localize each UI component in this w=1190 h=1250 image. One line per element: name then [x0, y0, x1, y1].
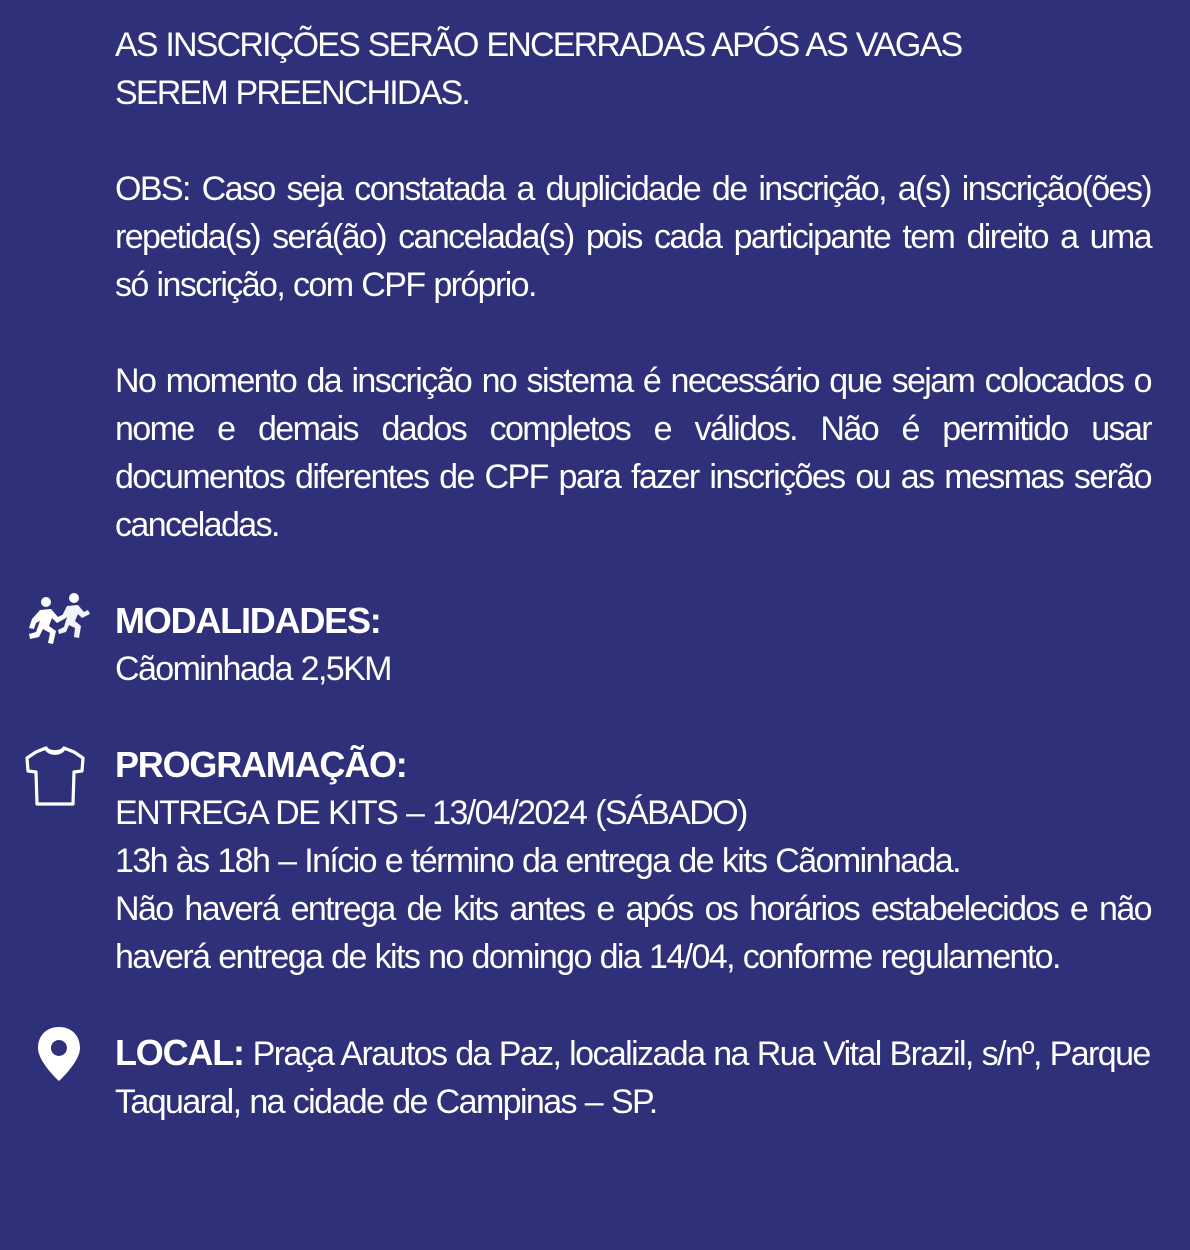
programacao-section	[115, 741, 1151, 981]
obs-text: OBS: Caso seja constatada a duplicidade de inscrição, a(s) inscrição(ões) repetida(s) será(ão) cancelada(s) pois cada participante tem direito a uma só inscrição, com CPF próprio.	[115, 170, 1151, 304]
kit-date: ENTREGA DE KITS – 13/04/2024 (SÁBADO)	[115, 794, 747, 832]
local-section	[115, 1029, 1151, 1126]
local-address-line1: Praça Arautos da Paz, localizada na Rua Vital Brazil, s/nº, Parque	[243, 1035, 1150, 1073]
registration-text: No momento da inscrição no sistema é necessário que sejam colocados o nome e demais dados completos e válidos. Não é permitido usar documentos diferentes de CPF para fazer inscrições ou as mesmas serão canceladas.	[115, 362, 1151, 544]
kit-notice: Não haverá entrega de kits antes e após os horários estabelecidos e não haverá entrega de kits no domingo dia 14/04, conforme regulamento.	[115, 890, 1151, 976]
registration-section	[115, 357, 1151, 549]
runners-icon	[24, 590, 90, 656]
programacao-heading: PROGRAMAÇÃO:	[115, 744, 407, 785]
modalidades-value: Cãominhada 2,5KM	[115, 650, 391, 688]
modalidades-section	[115, 597, 1151, 693]
local-address-line2: Taquaral, na cidade de Campinas – SP.	[115, 1083, 657, 1121]
modalidades-heading: MODALIDADES:	[115, 600, 381, 641]
intro-section	[115, 21, 1151, 117]
local-line1	[115, 1029, 1151, 1078]
kit-hours: 13h às 18h – Início e término da entrega de kits Cãominhada.	[115, 842, 960, 880]
local-heading: LOCAL:	[115, 1032, 244, 1073]
closing-notice: AS INSCRIÇÕES SERÃO ENCERRADAS APÓS AS VAGAS SEREM PREENCHIDAS.	[115, 26, 962, 112]
map-pin-icon	[26, 1024, 92, 1090]
obs-section	[115, 165, 1151, 309]
tshirt-icon	[22, 744, 88, 810]
